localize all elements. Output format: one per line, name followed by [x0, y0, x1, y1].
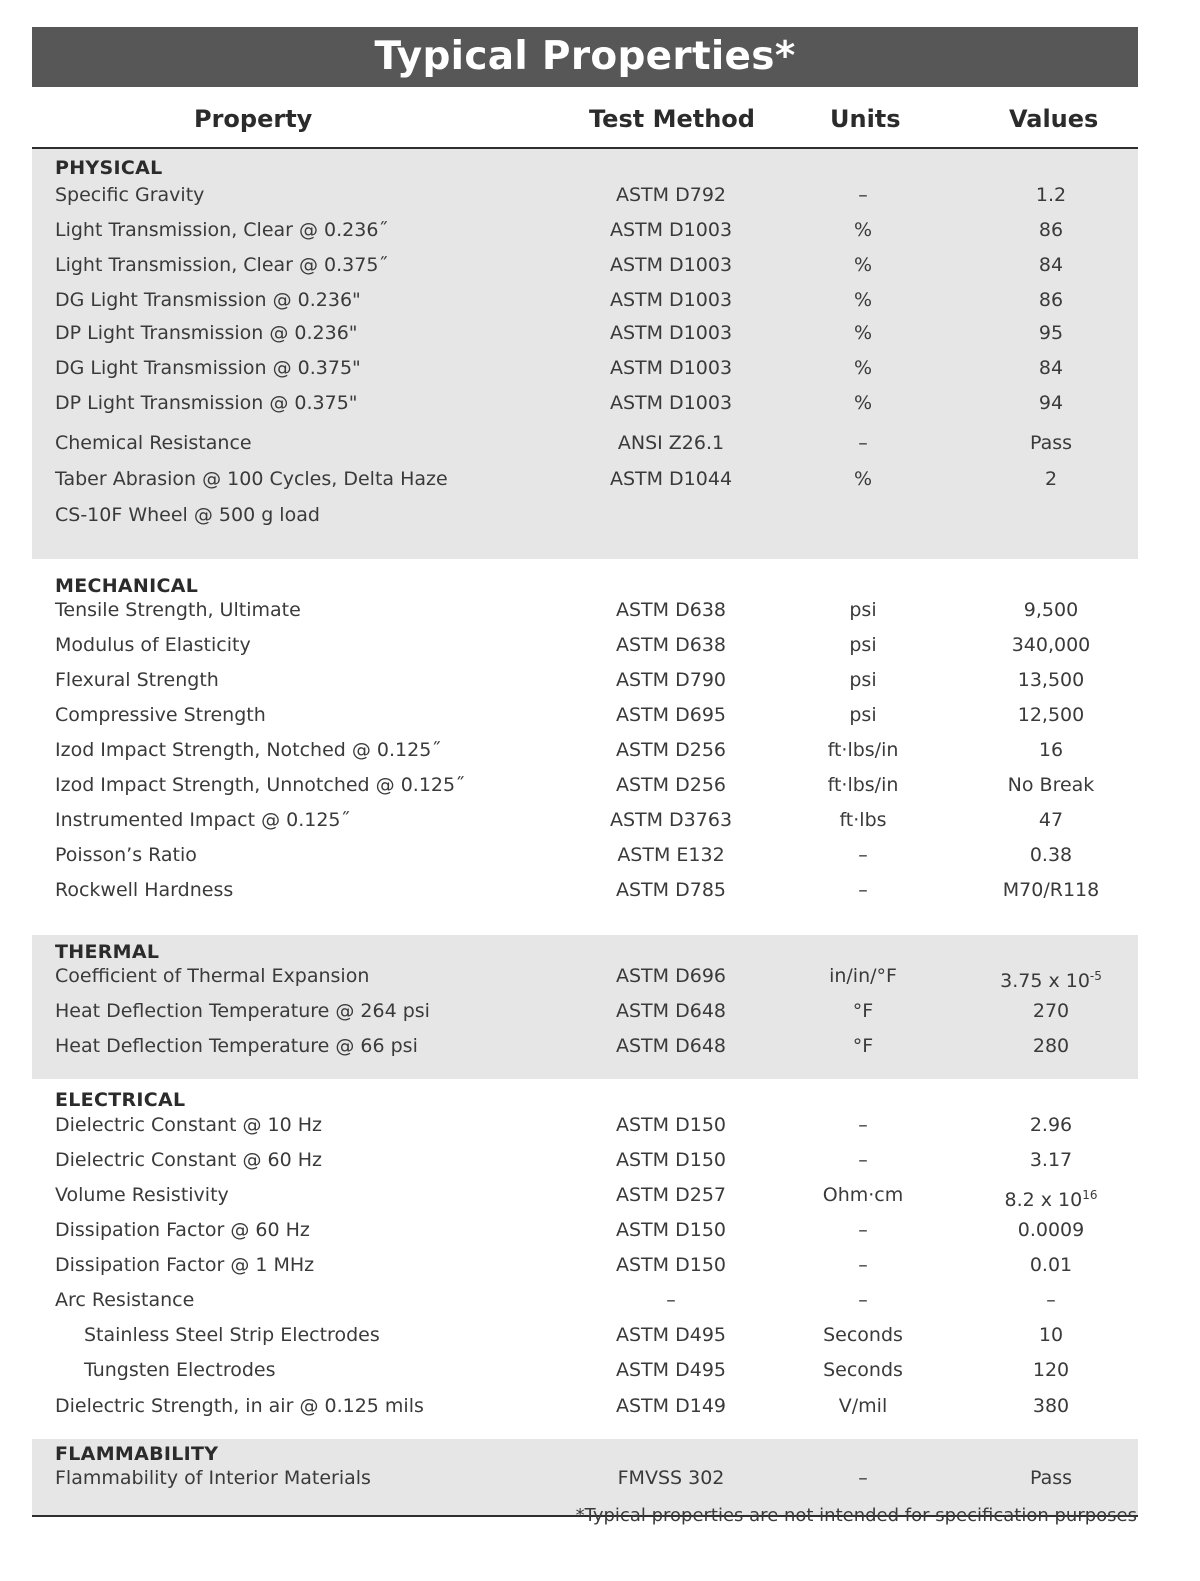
table-row [32, 1180, 1138, 1210]
table-row [32, 250, 1138, 280]
value-cell: 2 [1044, 468, 1058, 490]
property-cell: Instrumented Impact @ 0.125˝ [55, 809, 351, 831]
table-row [32, 630, 1138, 660]
property-cell: Heat Deflection Temperature @ 66 psi [55, 1035, 418, 1057]
property-cell: Specific Gravity [55, 184, 205, 206]
value-cell: 120 [1032, 1359, 1070, 1381]
property-cell: Flexural Strength [55, 669, 219, 691]
units-cell: V/mil [838, 1395, 888, 1417]
table-row [32, 285, 1138, 315]
property-cell: CS-10F Wheel @ 500 g load [55, 504, 320, 526]
table-row [32, 665, 1138, 695]
test-method-cell: ASTM D256 [616, 774, 726, 796]
table-row [32, 805, 1138, 835]
footnote: *Typical properties are not intended for specification purposes [575, 1505, 1137, 1526]
value-cell: 2.96 [1029, 1114, 1073, 1136]
value-cell: 0.0009 [1017, 1219, 1085, 1241]
value-cell: 94 [1038, 392, 1064, 414]
property-cell: Rockwell Hardness [55, 879, 234, 901]
units-cell: – [858, 1149, 868, 1171]
value-cell: 380 [1032, 1395, 1070, 1417]
test-method-cell: ASTM D149 [616, 1395, 726, 1417]
units-cell: – [858, 432, 868, 454]
value-cell: 95 [1038, 322, 1064, 344]
property-cell: Dissipation Factor @ 60 Hz [55, 1219, 310, 1241]
value-cell: 84 [1038, 254, 1064, 276]
units-cell: % [853, 254, 873, 276]
test-method-cell: ASTM D1003 [609, 289, 733, 311]
property-cell: Izod Impact Strength, Notched @ 0.125˝ [55, 739, 441, 761]
property-cell: Dissipation Factor @ 1 MHz [55, 1254, 315, 1276]
table-body [32, 149, 1138, 1515]
test-method-cell: ASTM D695 [616, 704, 726, 726]
value-cell: 13,500 [1017, 669, 1085, 691]
table-row [32, 1110, 1138, 1140]
table-row [32, 770, 1138, 800]
page-title: Typical Properties* [32, 27, 1138, 87]
test-method-cell: ASTM D257 [616, 1184, 726, 1206]
property-cell: Taber Abrasion @ 100 Cycles, Delta Haze [55, 468, 448, 490]
units-cell: – [858, 1254, 868, 1276]
property-cell: Izod Impact Strength, Unnotched @ 0.125˝ [55, 774, 465, 796]
property-cell: Volume Resistivity [55, 1184, 229, 1206]
test-method-cell: ASTM D648 [616, 1035, 726, 1057]
test-method-cell: ANSI Z26.1 [617, 432, 725, 454]
test-method-cell: ASTM D1003 [609, 254, 733, 276]
test-method-cell: – [666, 1289, 676, 1311]
value-cell: 270 [1032, 1000, 1070, 1022]
property-cell: Chemical Resistance [55, 432, 252, 454]
units-cell: ft·lbs/in [827, 739, 899, 761]
table-row [32, 595, 1138, 625]
value-cell: – [1046, 1289, 1056, 1311]
units-cell: psi [849, 634, 877, 656]
units-cell: ft·lbs/in [827, 774, 899, 796]
table-row [32, 1031, 1138, 1061]
value-cell: 16 [1038, 739, 1064, 761]
value-cell: 86 [1038, 219, 1064, 241]
test-method-cell: ASTM D256 [616, 739, 726, 761]
table-row [32, 500, 1138, 530]
value-cell: 1.2 [1035, 184, 1067, 206]
value-cell [961, 961, 1141, 996]
test-method-cell: ASTM D1003 [609, 219, 733, 241]
table-row [32, 735, 1138, 765]
table-row [32, 1285, 1138, 1315]
property-cell: Dielectric Constant @ 10 Hz [55, 1114, 323, 1136]
value-cell: 340,000 [1011, 634, 1091, 656]
section-title: PHYSICAL [55, 157, 163, 179]
property-cell: Arc Resistance [55, 1289, 195, 1311]
property-cell: Tungsten Electrodes [84, 1359, 276, 1381]
property-cell: Poisson’s Ratio [55, 844, 197, 866]
value-cell: M70/R118 [1002, 879, 1100, 901]
units-cell: ft·lbs [839, 809, 887, 831]
property-cell: Compressive Strength [55, 704, 266, 726]
units-cell: Ohm·cm [822, 1184, 904, 1206]
property-cell: DG Light Transmission @ 0.236" [55, 289, 361, 311]
property-cell: DP Light Transmission @ 0.375" [55, 392, 358, 414]
value-cell: 84 [1038, 357, 1064, 379]
test-method-cell: ASTM D1044 [609, 468, 733, 490]
test-method-cell: ASTM D785 [616, 879, 726, 901]
table-row [32, 1355, 1138, 1385]
test-method-cell: ASTM D150 [616, 1254, 726, 1276]
section-physical [32, 149, 1138, 559]
test-method-cell: ASTM D150 [616, 1114, 726, 1136]
section-title: THERMAL [55, 941, 160, 963]
units-cell: % [853, 468, 873, 490]
value-cell: Pass [1029, 432, 1073, 454]
units-cell: °F [852, 1035, 874, 1057]
section-title: FLAMMABILITY [55, 1443, 219, 1465]
section-title: MECHANICAL [55, 575, 199, 597]
table-row [32, 1320, 1138, 1350]
test-method-cell: FMVSS 302 [617, 1467, 725, 1489]
value-exponent: 16 [1082, 1188, 1098, 1202]
value-cell: Pass [1029, 1467, 1073, 1489]
table-row [32, 353, 1138, 383]
value-cell: 10 [1038, 1324, 1064, 1346]
section-title: ELECTRICAL [55, 1089, 186, 1111]
table-row [32, 388, 1138, 418]
test-method-cell: ASTM D1003 [609, 357, 733, 379]
table-row [32, 1250, 1138, 1280]
units-cell: – [858, 1289, 868, 1311]
property-cell: Modulus of Elasticity [55, 634, 251, 656]
test-method-cell: ASTM D3763 [609, 809, 733, 831]
table-row [32, 318, 1138, 348]
value-cell [961, 1180, 1141, 1215]
table-row [32, 1215, 1138, 1245]
units-cell: psi [849, 669, 877, 691]
table-header [32, 87, 1138, 149]
test-method-cell: ASTM E132 [617, 844, 725, 866]
value-cell: 47 [1038, 809, 1064, 831]
value-cell: 3.17 [1029, 1149, 1073, 1171]
table-row [32, 840, 1138, 870]
value-cell: 280 [1032, 1035, 1070, 1057]
test-method-cell: ASTM D495 [616, 1324, 726, 1346]
test-method-cell: ASTM D648 [616, 1000, 726, 1022]
value-cell: No Break [1007, 774, 1095, 796]
property-cell: Light Transmission, Clear @ 0.236˝ [55, 219, 388, 241]
test-method-cell: ASTM D150 [616, 1219, 726, 1241]
value-base: 3.75 x 10 [1000, 970, 1090, 992]
test-method-cell: ASTM D1003 [609, 392, 733, 414]
units-cell: % [853, 357, 873, 379]
section-thermal [32, 935, 1138, 1079]
header-test-method: Test Method [589, 105, 755, 133]
units-cell: Seconds [823, 1324, 903, 1346]
property-cell: Tensile Strength, Ultimate [55, 599, 301, 621]
test-method-cell: ASTM D792 [616, 184, 726, 206]
table-row [32, 428, 1138, 458]
property-cell: Stainless Steel Strip Electrodes [84, 1324, 380, 1346]
units-cell: – [858, 1467, 868, 1489]
value-cell: 0.01 [1029, 1254, 1073, 1276]
section-flammability [32, 1439, 1138, 1515]
header-units: Units [830, 105, 901, 133]
properties-sheet [32, 27, 1138, 1517]
table-row [32, 1391, 1138, 1421]
header-values: Values [1009, 105, 1099, 133]
units-cell: in/in/°F [829, 965, 897, 987]
property-cell: Dielectric Strength, in air @ 0.125 mils [55, 1395, 424, 1417]
units-cell: Seconds [823, 1359, 903, 1381]
property-cell: Dielectric Constant @ 60 Hz [55, 1149, 323, 1171]
units-cell: % [853, 219, 873, 241]
value-base: 8.2 x 10 [1004, 1189, 1083, 1211]
table-row [32, 464, 1138, 494]
units-cell: – [858, 844, 868, 866]
property-cell: Light Transmission, Clear @ 0.375˝ [55, 254, 388, 276]
value-cell: 9,500 [1023, 599, 1079, 621]
property-cell: Coefficient of Thermal Expansion [55, 965, 370, 987]
test-method-cell: ASTM D1003 [609, 322, 733, 344]
test-method-cell: ASTM D638 [616, 634, 726, 656]
section-electrical [32, 1079, 1138, 1439]
table-row [32, 180, 1138, 210]
units-cell: – [858, 879, 868, 901]
section-mechanical [32, 559, 1138, 935]
table-row [32, 1463, 1138, 1493]
property-cell: Flammability of Interior Materials [55, 1467, 371, 1489]
units-cell: % [853, 392, 873, 414]
property-cell: DG Light Transmission @ 0.375" [55, 357, 361, 379]
value-cell: 12,500 [1017, 704, 1085, 726]
property-cell: DP Light Transmission @ 0.236" [55, 322, 358, 344]
value-cell: 0.38 [1029, 844, 1073, 866]
units-cell: % [853, 289, 873, 311]
table-row [32, 961, 1138, 991]
test-method-cell: ASTM D638 [616, 599, 726, 621]
table-row [32, 1145, 1138, 1175]
units-cell: % [853, 322, 873, 344]
table-row [32, 700, 1138, 730]
units-cell: – [858, 184, 868, 206]
test-method-cell: ASTM D150 [616, 1149, 726, 1171]
units-cell: – [858, 1219, 868, 1241]
table-row [32, 875, 1138, 905]
table-row [32, 215, 1138, 245]
table-row [32, 996, 1138, 1026]
test-method-cell: ASTM D790 [616, 669, 726, 691]
property-cell: Heat Deflection Temperature @ 264 psi [55, 1000, 430, 1022]
test-method-cell: ASTM D495 [616, 1359, 726, 1381]
units-cell: – [858, 1114, 868, 1136]
header-property: Property [194, 105, 313, 133]
units-cell: psi [849, 599, 877, 621]
value-cell: 86 [1038, 289, 1064, 311]
value-exponent: -5 [1089, 969, 1102, 983]
units-cell: °F [852, 1000, 874, 1022]
test-method-cell: ASTM D696 [616, 965, 726, 987]
units-cell: psi [849, 704, 877, 726]
